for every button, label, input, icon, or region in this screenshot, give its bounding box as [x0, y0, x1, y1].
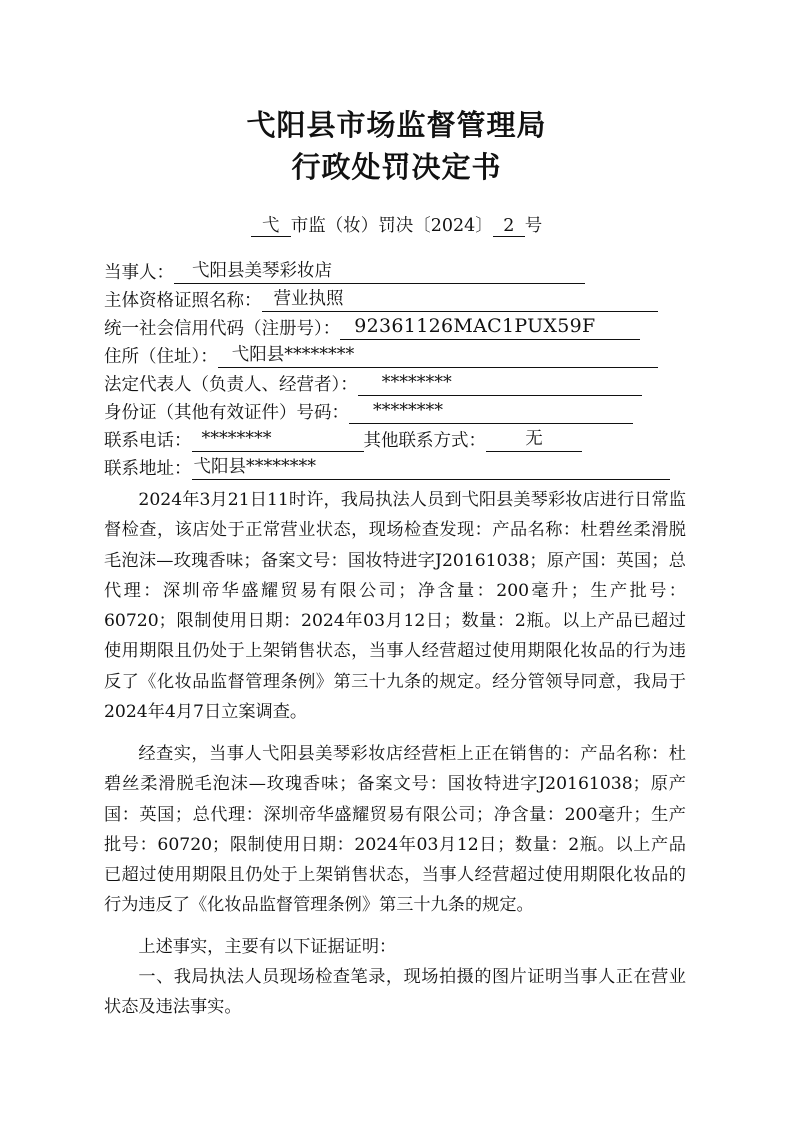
legal-rep-label: 法定代表人（负责人、经营者）：: [104, 375, 358, 395]
phone-label: 联系电话：: [104, 431, 192, 451]
paragraph-investigation: 经查实，当事人弋阳县美琴彩妆店经营柜上正在销售的：产品名称：杜碧丝柔滑脱毛泡沫—玫瑰香味；备案文号：国妆特进字J20161038；原产国：英国；总代理：深圳帝华盛耀贸易有限公司；净含量：200毫升；生产批号：60720；限制使用日期：2024年03月12日；数量：2瓶。以上产品已超过使用期限且仍处于上架销售状态，当事人经营超过使用期限化妆品的行为违反了《化妆品监督管理条例》第三十九条的规定。: [104, 744, 686, 916]
license-name-value: 营业执照: [262, 289, 658, 312]
party-field: [104, 259, 585, 287]
contact-address-field: [104, 455, 670, 483]
phone-value: ********: [192, 429, 364, 452]
id-card-value: ********: [349, 401, 633, 424]
license-name-field: [104, 287, 658, 315]
doc-number-suffix: 号: [524, 216, 543, 236]
doc-number-prefix: 弋: [251, 217, 291, 237]
credit-code-field: [104, 315, 640, 343]
party-label: 当事人：: [104, 263, 174, 283]
address-label: 住所（住址）：: [104, 347, 218, 367]
doc-number-serial: 2: [493, 217, 525, 237]
credit-code-value: 92361126MAC1PUX59F: [340, 315, 640, 340]
address-field: [104, 343, 658, 371]
other-contact-value: 无: [486, 429, 582, 452]
id-card-field: [104, 399, 633, 427]
credit-code-label: 统一社会信用代码（注册号）：: [104, 319, 341, 339]
document-number: [0, 212, 793, 237]
contact-address-value: 弋阳县********: [192, 457, 670, 480]
id-card-label: 身份证（其他有效证件）号码：: [104, 403, 349, 423]
other-contact-label: 其他联系方式：: [363, 431, 486, 451]
party-value: 弋阳县美琴彩妆店: [174, 261, 585, 284]
license-name-label: 主体资格证照名称：: [104, 291, 262, 311]
agency-title: 弋阳县市场监督管理局: [246, 108, 547, 142]
phone-field: [104, 427, 582, 455]
doc-number-middle: 市监（妆）罚决〔2024〕: [290, 216, 493, 236]
paragraph-inspection: 2024年3月21日11时许，我局执法人员到弋阳县美琴彩妆店进行日常监督检查，该店处于正常营业状态，现场检查发现：产品名称：杜碧丝柔滑脱毛泡沫—玫瑰香味；备案文号：国妆特进字J20161038；原产国：英国；总代理：深圳帝华盛耀贸易有限公司；净含量：200毫升；生产批号：60720；限制使用日期：2024年03月12日；数量：2瓶。以上产品已超过使用期限且仍处于上架销售状态，当事人经营超过使用期限化妆品的行为违反了《化妆品监督管理条例》第三十九条的规定。经分管领导同意，我局于2024年4月7日立案调查。: [104, 490, 686, 723]
paragraph-evidence-intro: 上述事实，主要有以下证据证明：: [138, 937, 397, 957]
contact-address-label: 联系地址：: [104, 459, 192, 479]
legal-rep-value: ********: [358, 373, 642, 396]
document-title: 行政处罚决定书: [291, 150, 502, 184]
address-value: 弋阳县********: [218, 345, 658, 368]
paragraph-evidence-1: 一、我局执法人员现场检查笔录，现场拍摄的图片证明当事人正在营业状态及违法事实。: [104, 967, 686, 1018]
legal-rep-field: [104, 371, 642, 399]
